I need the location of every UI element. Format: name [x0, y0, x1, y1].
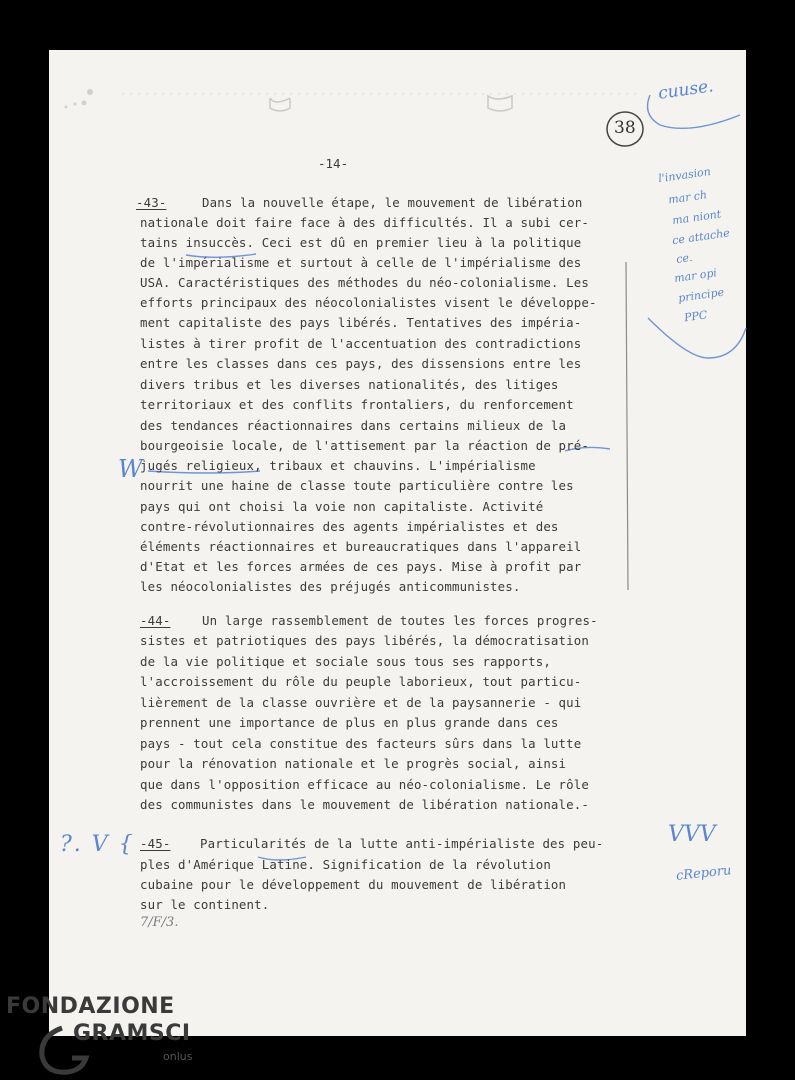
section-44-line-6: prennent une importance de plus en plus grande dans ces	[140, 715, 559, 730]
margin-note-line-3: ma niont	[671, 207, 722, 228]
staple-mark-2	[488, 96, 512, 111]
section-43-line-17: contre-révolutionnaires des agents impérialistes et des	[140, 519, 559, 534]
section-44-line-5: lièrement de la classe ouvrière et de la paysannerie - qui	[140, 695, 582, 710]
margin-note-line-1: l'invasion	[657, 164, 712, 186]
section-43-line-6: efforts principaux des néocolonialistes visent le développe-	[140, 295, 597, 310]
section-44-line-3: de la vie politique et sociale sous tous ses rapports,	[140, 654, 551, 669]
typist-code: 7/F/3.	[140, 915, 179, 930]
section-43-line-20: les néocolonialistes des préjugés anticommunistes.	[140, 579, 521, 594]
section-44-line-2: sistes et patriotiques des pays libérés, la démocratisation	[140, 633, 589, 648]
section-43-line-15: nourrit une haine de classe toute particulière contre les	[140, 478, 574, 493]
annotation-right-45-a: VVV	[668, 822, 716, 847]
margin-note-line-7: principe	[677, 285, 725, 305]
section-43-line-2: nationale doit faire face à des difficultés. Il a subi cer-	[140, 215, 589, 230]
section-44-line-4: l'accroissement du rôle du peuple laborieux, tout particu-	[140, 674, 582, 689]
annotation-right-45-b: cReporu	[675, 863, 733, 884]
page-number: -14-	[318, 156, 349, 171]
section-44-line-7: pays - tout cela constitue des facteurs sûrs dans la lutte	[140, 736, 582, 751]
watermark-line-2: GRAMSCI	[73, 1021, 191, 1046]
section-45-line-3: cubaine pour le développement du mouvement de libération	[140, 877, 567, 892]
section-44-number: -44-	[140, 613, 171, 628]
annotation-left-43: W	[118, 455, 143, 483]
section-43-line-10: divers tribus et les diverses nationalités, des litiges	[140, 377, 559, 392]
staple-mark-1	[270, 98, 290, 111]
section-43-line-3: tains insuccès. Ceci est dû en premier lieu à la politique	[140, 235, 582, 250]
margin-note-line-2: mar ch	[667, 188, 708, 207]
section-44-line-8: pour la rénovation nationale et le progrès social, ainsi	[140, 756, 567, 771]
annotation-margin-note	[658, 162, 748, 324]
section-43-line-9: entre les classes dans ces pays, des dissensions entre les	[140, 356, 582, 371]
section-43-line-7: ment capitaliste des pays libérés. Tentatives des impéria-	[140, 315, 582, 330]
margin-note-line-8: PPC	[683, 308, 709, 325]
section-43-line-18: éléments réactionnaires et bureaucratiques dans l'appareil	[140, 539, 582, 554]
section-45-line-4: sur le continent.	[140, 897, 270, 912]
section-43-number: -43-	[136, 195, 167, 210]
section-43-line-12: des tendances réactionnaires dans certains milieux de la	[140, 418, 567, 433]
section-44-line-1: Un large rassemblement de toutes les forces progres-	[202, 613, 598, 628]
section-44-line-9: que dans l'opposition efficace au néo-colonialisme. Le rôle	[140, 777, 589, 792]
annotation-circled-page: 38	[614, 118, 636, 138]
margin-note-line-4: ce attache	[671, 226, 731, 248]
section-43-line-13: bourgeoisie locale, de l'attisement par la réaction de pré-	[140, 438, 589, 453]
margin-note-line-5: ce.	[675, 250, 694, 266]
section-43-line-11: territoriaux et des conflits frontaliers, du renforcement	[140, 397, 574, 412]
section-45-line-2: ples d'Amérique Latine. Signification de la révolution	[140, 857, 551, 872]
annotation-top-right: cuuse.	[656, 76, 715, 104]
section-43-line-8: listes à tirer profit de l'accentuation des contradictions	[140, 336, 582, 351]
watermark-line-3: onlus	[163, 1050, 193, 1063]
section-43-line-4: de l'impérialisme et surtout à celle de l'impérialisme des	[140, 255, 582, 270]
section-44-line-10: des communistes dans le mouvement de libération nationale.-	[140, 797, 589, 812]
section-45-line-1: Particularités de la lutte anti-impérialiste des peu-	[200, 836, 604, 851]
section-43-line-14: jugés religieux, tribaux et chauvins. L'impérialisme	[140, 458, 536, 473]
section-43-line-19: d'Etat et les forces armées de ces pays. Mise à profit par	[140, 559, 582, 574]
section-43-line-16: pays qui ont choisi la voie non capitaliste. Activité	[140, 499, 544, 514]
margin-note-line-6: mar opi	[673, 266, 718, 286]
annotation-left-45: ?. V {	[60, 832, 135, 857]
section-45-number: -45-	[140, 836, 171, 851]
section-43-line-5: USA. Caractéristiques des méthodes du néo-colonialisme. Les	[140, 275, 589, 290]
section-43-line-1: Dans la nouvelle étape, le mouvement de libération	[202, 195, 583, 210]
punch-dots	[65, 89, 94, 109]
pencil-margin-line	[626, 262, 628, 590]
watermark-line-1: FONDAZIONE	[6, 994, 175, 1019]
